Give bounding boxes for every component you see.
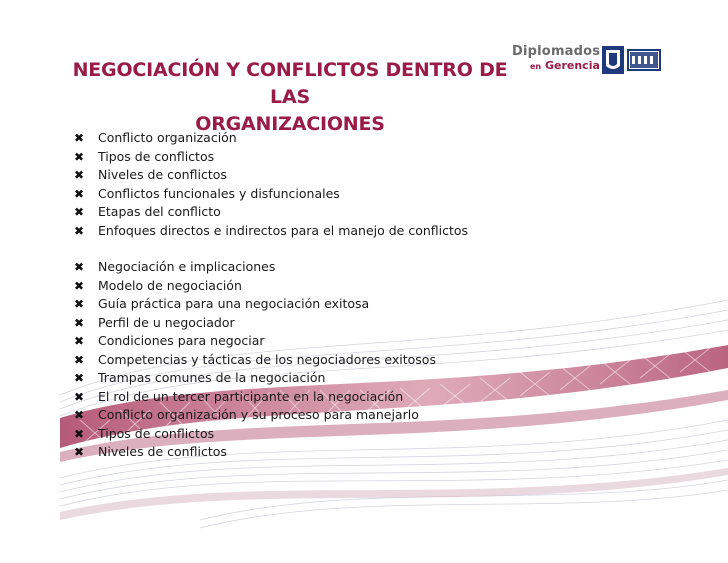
brand-en: en	[530, 62, 542, 71]
list-item	[74, 332, 468, 351]
list-item	[74, 388, 468, 407]
brand-diplomados: Diplomados	[512, 44, 601, 59]
x-mark-icon: ✖	[74, 297, 85, 311]
list-item	[74, 129, 468, 148]
x-mark-icon: ✖	[74, 408, 85, 422]
x-mark-icon: ✖	[74, 149, 85, 164]
list-item	[74, 443, 468, 462]
x-mark-icon: ✖	[74, 131, 85, 145]
list-item-text: El rol de un tercer participante en la negociación	[98, 388, 404, 404]
list-item-text: Perfil de u negociador	[98, 314, 235, 330]
list-item	[74, 351, 468, 370]
x-mark-icon: ✖	[74, 334, 85, 348]
x-mark-icon: ✖	[74, 260, 85, 274]
x-mark-icon: ✖	[74, 445, 85, 459]
list-item	[74, 185, 468, 204]
list-item-text: Niveles de conflictos	[98, 444, 227, 459]
list-item	[74, 369, 468, 388]
list-item-text: Negociación e implicaciones	[98, 259, 276, 274]
unir-logo-icon	[602, 44, 662, 78]
list-item-text: Trampas comunes de la negociación	[98, 370, 326, 385]
slide-title-line1: NEGOCIACIÓN Y CONFLICTOS DENTRO DE LAS	[72, 59, 508, 108]
list-item-text: Tipos de conflictos	[98, 148, 215, 164]
list-item-text: Conflicto organización	[98, 130, 237, 145]
x-mark-icon: ✖	[74, 426, 85, 441]
list-item-text: Guía práctica para una negociación exitosa	[98, 296, 370, 311]
list-item	[74, 222, 468, 241]
list-item-text: Tipos de conflictos	[98, 425, 215, 441]
list-item	[74, 314, 468, 333]
list-item	[74, 166, 468, 185]
list-item-text: Etapas del conflicto	[98, 204, 221, 219]
slide-title-line2: ORGANIZACIONES	[195, 113, 385, 135]
list-item	[74, 203, 468, 222]
list-item	[74, 258, 468, 277]
x-mark-icon: ✖	[74, 223, 85, 238]
list-item-text: Modelo de negociación	[98, 277, 242, 293]
list-item-text: Niveles de conflictos	[98, 167, 227, 182]
list-item	[74, 425, 468, 444]
x-mark-icon: ✖	[74, 389, 85, 404]
slide-title	[60, 57, 520, 138]
x-mark-icon: ✖	[74, 371, 85, 385]
list-item-text: Enfoques directos e indirectos para el manejo de conflictos	[98, 222, 469, 238]
x-mark-icon: ✖	[74, 168, 85, 182]
x-mark-icon: ✖	[74, 186, 85, 201]
x-mark-icon: ✖	[74, 352, 85, 367]
topic-list	[74, 129, 468, 462]
brand-gerencia	[530, 59, 600, 72]
x-mark-icon: ✖	[74, 278, 85, 293]
list-item-text: Competencias y tácticas de los negociadores exitosos	[98, 351, 436, 367]
x-mark-icon: ✖	[74, 315, 85, 330]
list-item	[74, 295, 468, 314]
list-item	[74, 277, 468, 296]
list-item-text: Condiciones para negociar	[98, 333, 265, 348]
x-mark-icon: ✖	[74, 205, 85, 219]
list-item	[74, 148, 468, 167]
list-item-text: Conflictos funcionales y disfuncionales	[98, 185, 340, 201]
list-item-text: Conflicto organización y su proceso para manejarlo	[98, 407, 419, 422]
brand-gerencia-text: Gerencia	[544, 59, 600, 72]
list-item	[74, 406, 468, 425]
